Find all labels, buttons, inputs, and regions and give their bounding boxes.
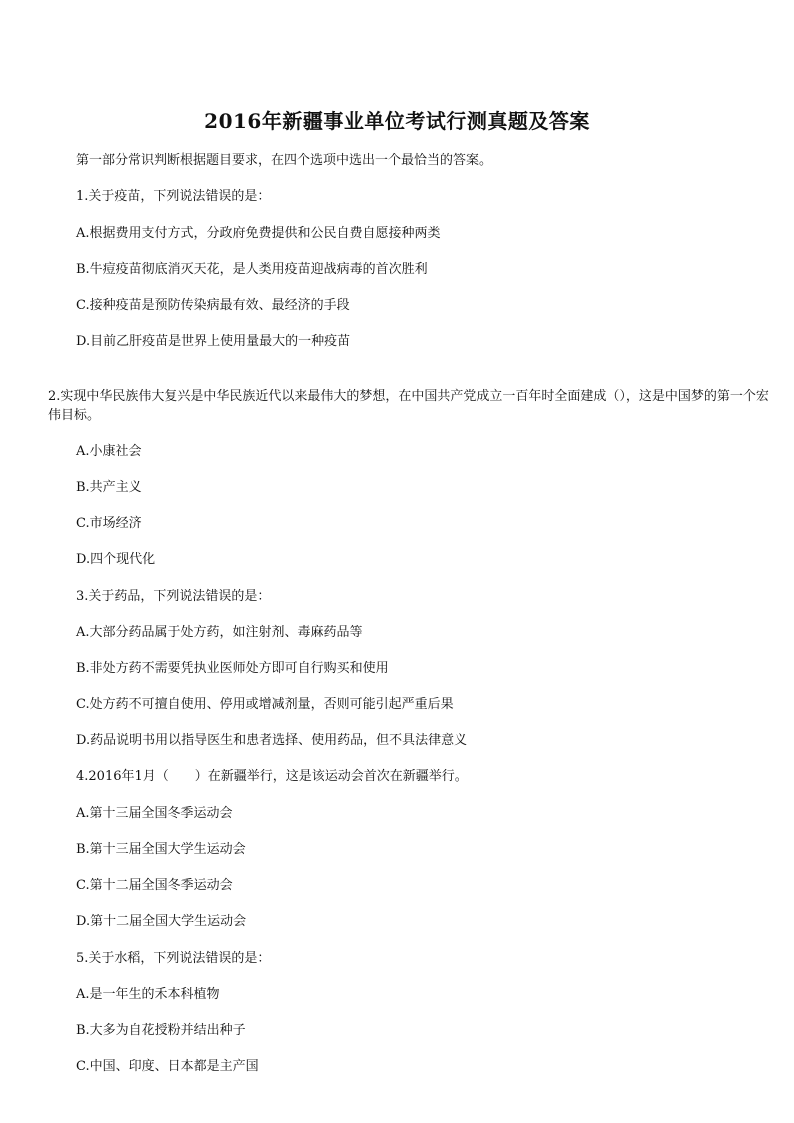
question-3-option-a: A.大部分药品属于处方药，如注射剂、毒麻药品等 (76, 625, 363, 640)
question-5-option-a: A.是一年生的禾本科植物 (76, 987, 220, 1002)
question-1-option-b: B.牛痘疫苗彻底消灭天花，是人类用疫苗迎战病毒的首次胜利 (76, 262, 428, 277)
question-4-option-d: D.第十二届全国大学生运动会 (76, 914, 247, 929)
question-2-option-b: B.共产主义 (76, 480, 142, 495)
question-4-stem: 4.2016年1月（ ）在新疆举行，这是该运动会首次在新疆举行。 (76, 769, 468, 784)
question-3-option-c: C.处方药不可擅自使用、停用或增减剂量，否则可能引起严重后果 (76, 697, 454, 712)
question-2-option-a: A.小康社会 (76, 444, 142, 459)
question-3-option-d: D.药品说明书用以指导医生和患者选择、使用药品，但不具法律意义 (76, 733, 468, 748)
question-1-stem: 1.关于疫苗，下列说法错误的是： (76, 189, 271, 204)
document-title: 2016年新疆事业单位考试行测真题及答案 (204, 109, 590, 133)
question-5-stem: 5.关于水稻，下列说法错误的是： (76, 951, 271, 966)
section-intro: 第一部分常识判断根据题目要求，在四个选项中选出一个最恰当的答案。 (76, 153, 493, 168)
question-4-option-a: A.第十三届全国冬季运动会 (76, 806, 233, 821)
question-1-option-c: C.接种疫苗是预防传染病最有效、最经济的手段 (76, 298, 350, 313)
question-1-option-a: A.根据费用支付方式，分政府免费提供和公民自费自愿接种两类 (76, 226, 441, 241)
question-3-stem: 3.关于药品，下列说法错误的是： (76, 589, 271, 604)
question-1-option-d: D.目前乙肝疫苗是世界上使用量最大的一种疫苗 (76, 334, 351, 349)
question-2-stem: 2.实现中华民族伟大复兴是中华民族近代以来最伟大的梦想，在中国共产党成立一百年时全面建成（），这是中国梦的第一个宏伟目标。 (48, 389, 769, 423)
question-2-option-d: D.四个现代化 (76, 552, 156, 567)
question-4-option-c: C.第十二届全国冬季运动会 (76, 878, 233, 893)
question-5-option-b: B.大多为自花授粉并结出种子 (76, 1023, 246, 1038)
question-4-option-b: B.第十三届全国大学生运动会 (76, 842, 246, 857)
question-2-option-c: C.市场经济 (76, 516, 142, 531)
question-3-option-b: B.非处方药不需要凭执业医师处方即可自行购买和使用 (76, 661, 389, 676)
question-5-option-c: C.中国、印度、日本都是主产国 (76, 1059, 259, 1074)
